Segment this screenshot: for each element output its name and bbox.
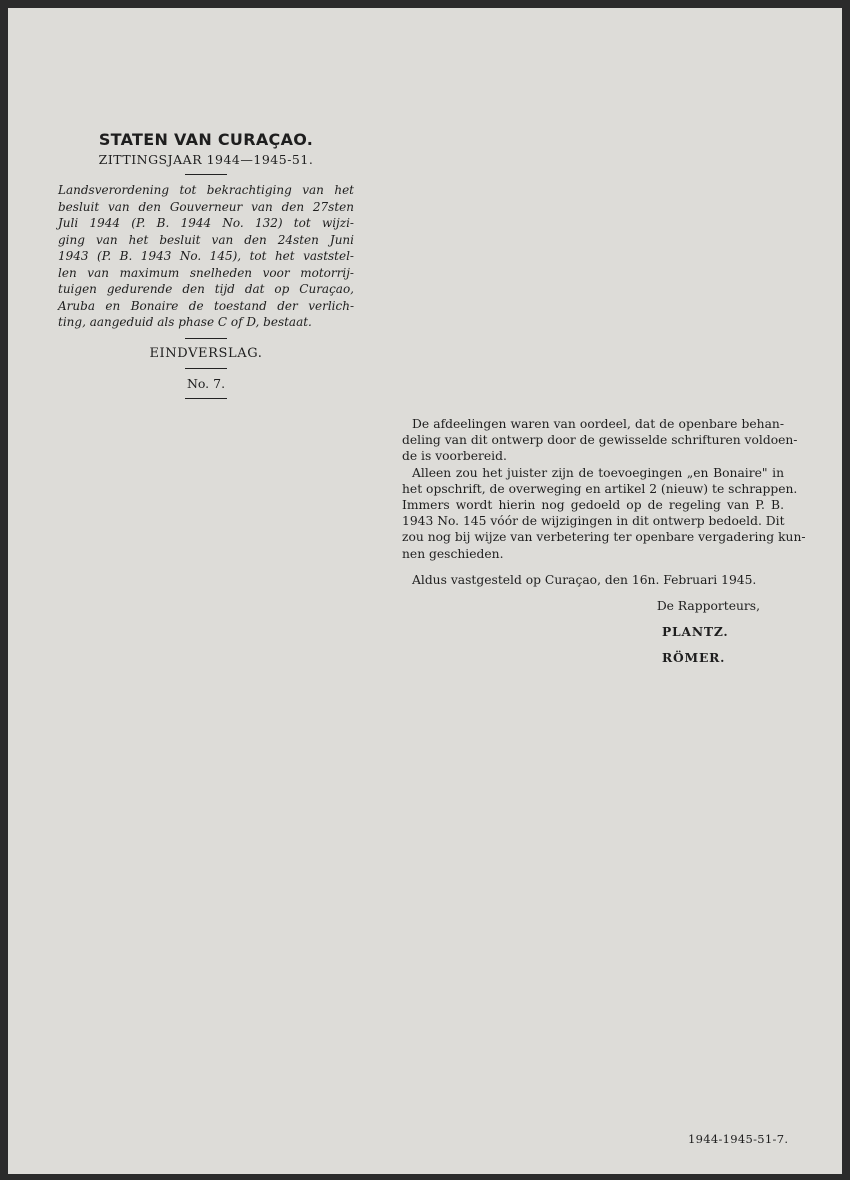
subject-line: 1943 (P. B. 1943 No. 145), tot het vaststel-: [58, 249, 354, 263]
body-line: nen geschieden.: [402, 546, 504, 561]
signature-name: RÖMER.: [662, 650, 726, 666]
body-line: De afdeelingen waren van oordeel, dat de openbare behan-: [412, 417, 784, 431]
subject-line: len van maximum snelheden voor motorrij-: [58, 265, 354, 280]
signature-role: De Rapporteurs,: [656, 599, 760, 614]
report-number: No. 7.: [186, 375, 226, 391]
document-title: STATEN VAN CURAÇAO.: [98, 130, 314, 149]
subject-line: Juli 1944 (P. B. 1944 No. 132) tot wijzi-: [58, 216, 354, 230]
subject-line: tuigen gedurende den tijd dat op Curaçao,: [58, 282, 354, 296]
paragraph-1: [402, 416, 798, 465]
divider: [185, 338, 227, 339]
subject-line: besluit van den Gouverneur van den 27sten: [58, 199, 354, 214]
session-year: ZITTINGSJAAR 1944—1945-51.: [98, 152, 314, 167]
document-reference: 1944-1945-51-7.: [688, 1132, 789, 1146]
subject-line: ting, aangeduid als phase C of D, bestaat.: [58, 315, 312, 329]
signature-name: PLANTZ.: [662, 624, 729, 640]
body-line: het opschrift, de overweging en artikel 2 (nieuw) te schrappen.: [402, 481, 798, 496]
body-line: Immers wordt hierin nog gedoeld op de regeling van P. B.: [402, 498, 784, 513]
subject-line: Aruba en Bonaire de toestand der verlich-: [58, 298, 354, 313]
body-line: de is voorbereid.: [402, 449, 507, 464]
divider: [185, 398, 227, 399]
report-body: [402, 416, 806, 667]
divider: [185, 368, 227, 369]
subject-text: [58, 182, 354, 331]
body-line: zou nog bij wijze van verbetering ter openbare vergadering kun-: [402, 530, 806, 545]
body-line: deling van dit ontwerp door de gewisselde schrifturen voldoen-: [402, 433, 798, 448]
paragraph-2: [402, 465, 806, 562]
header-block: [58, 130, 354, 406]
subject-line: ging van het besluit van den 24sten Juni: [58, 232, 354, 247]
body-line: Alleen zou het juister zijn de toevoegingen „en Bonaire" in: [412, 465, 784, 480]
document-page: [8, 8, 842, 1174]
divider: [185, 174, 227, 175]
subject-line: Landsverordening tot bekrachtiging van het: [58, 183, 354, 197]
closing-line: Aldus vastgesteld op Curaçao, den 16n. Februari 1945.: [412, 572, 757, 587]
report-type: EINDVERSLAG.: [149, 345, 263, 361]
body-line: 1943 No. 145 vóór de wijzigingen in dit ontwerp bedoeld. Dit: [402, 514, 785, 529]
